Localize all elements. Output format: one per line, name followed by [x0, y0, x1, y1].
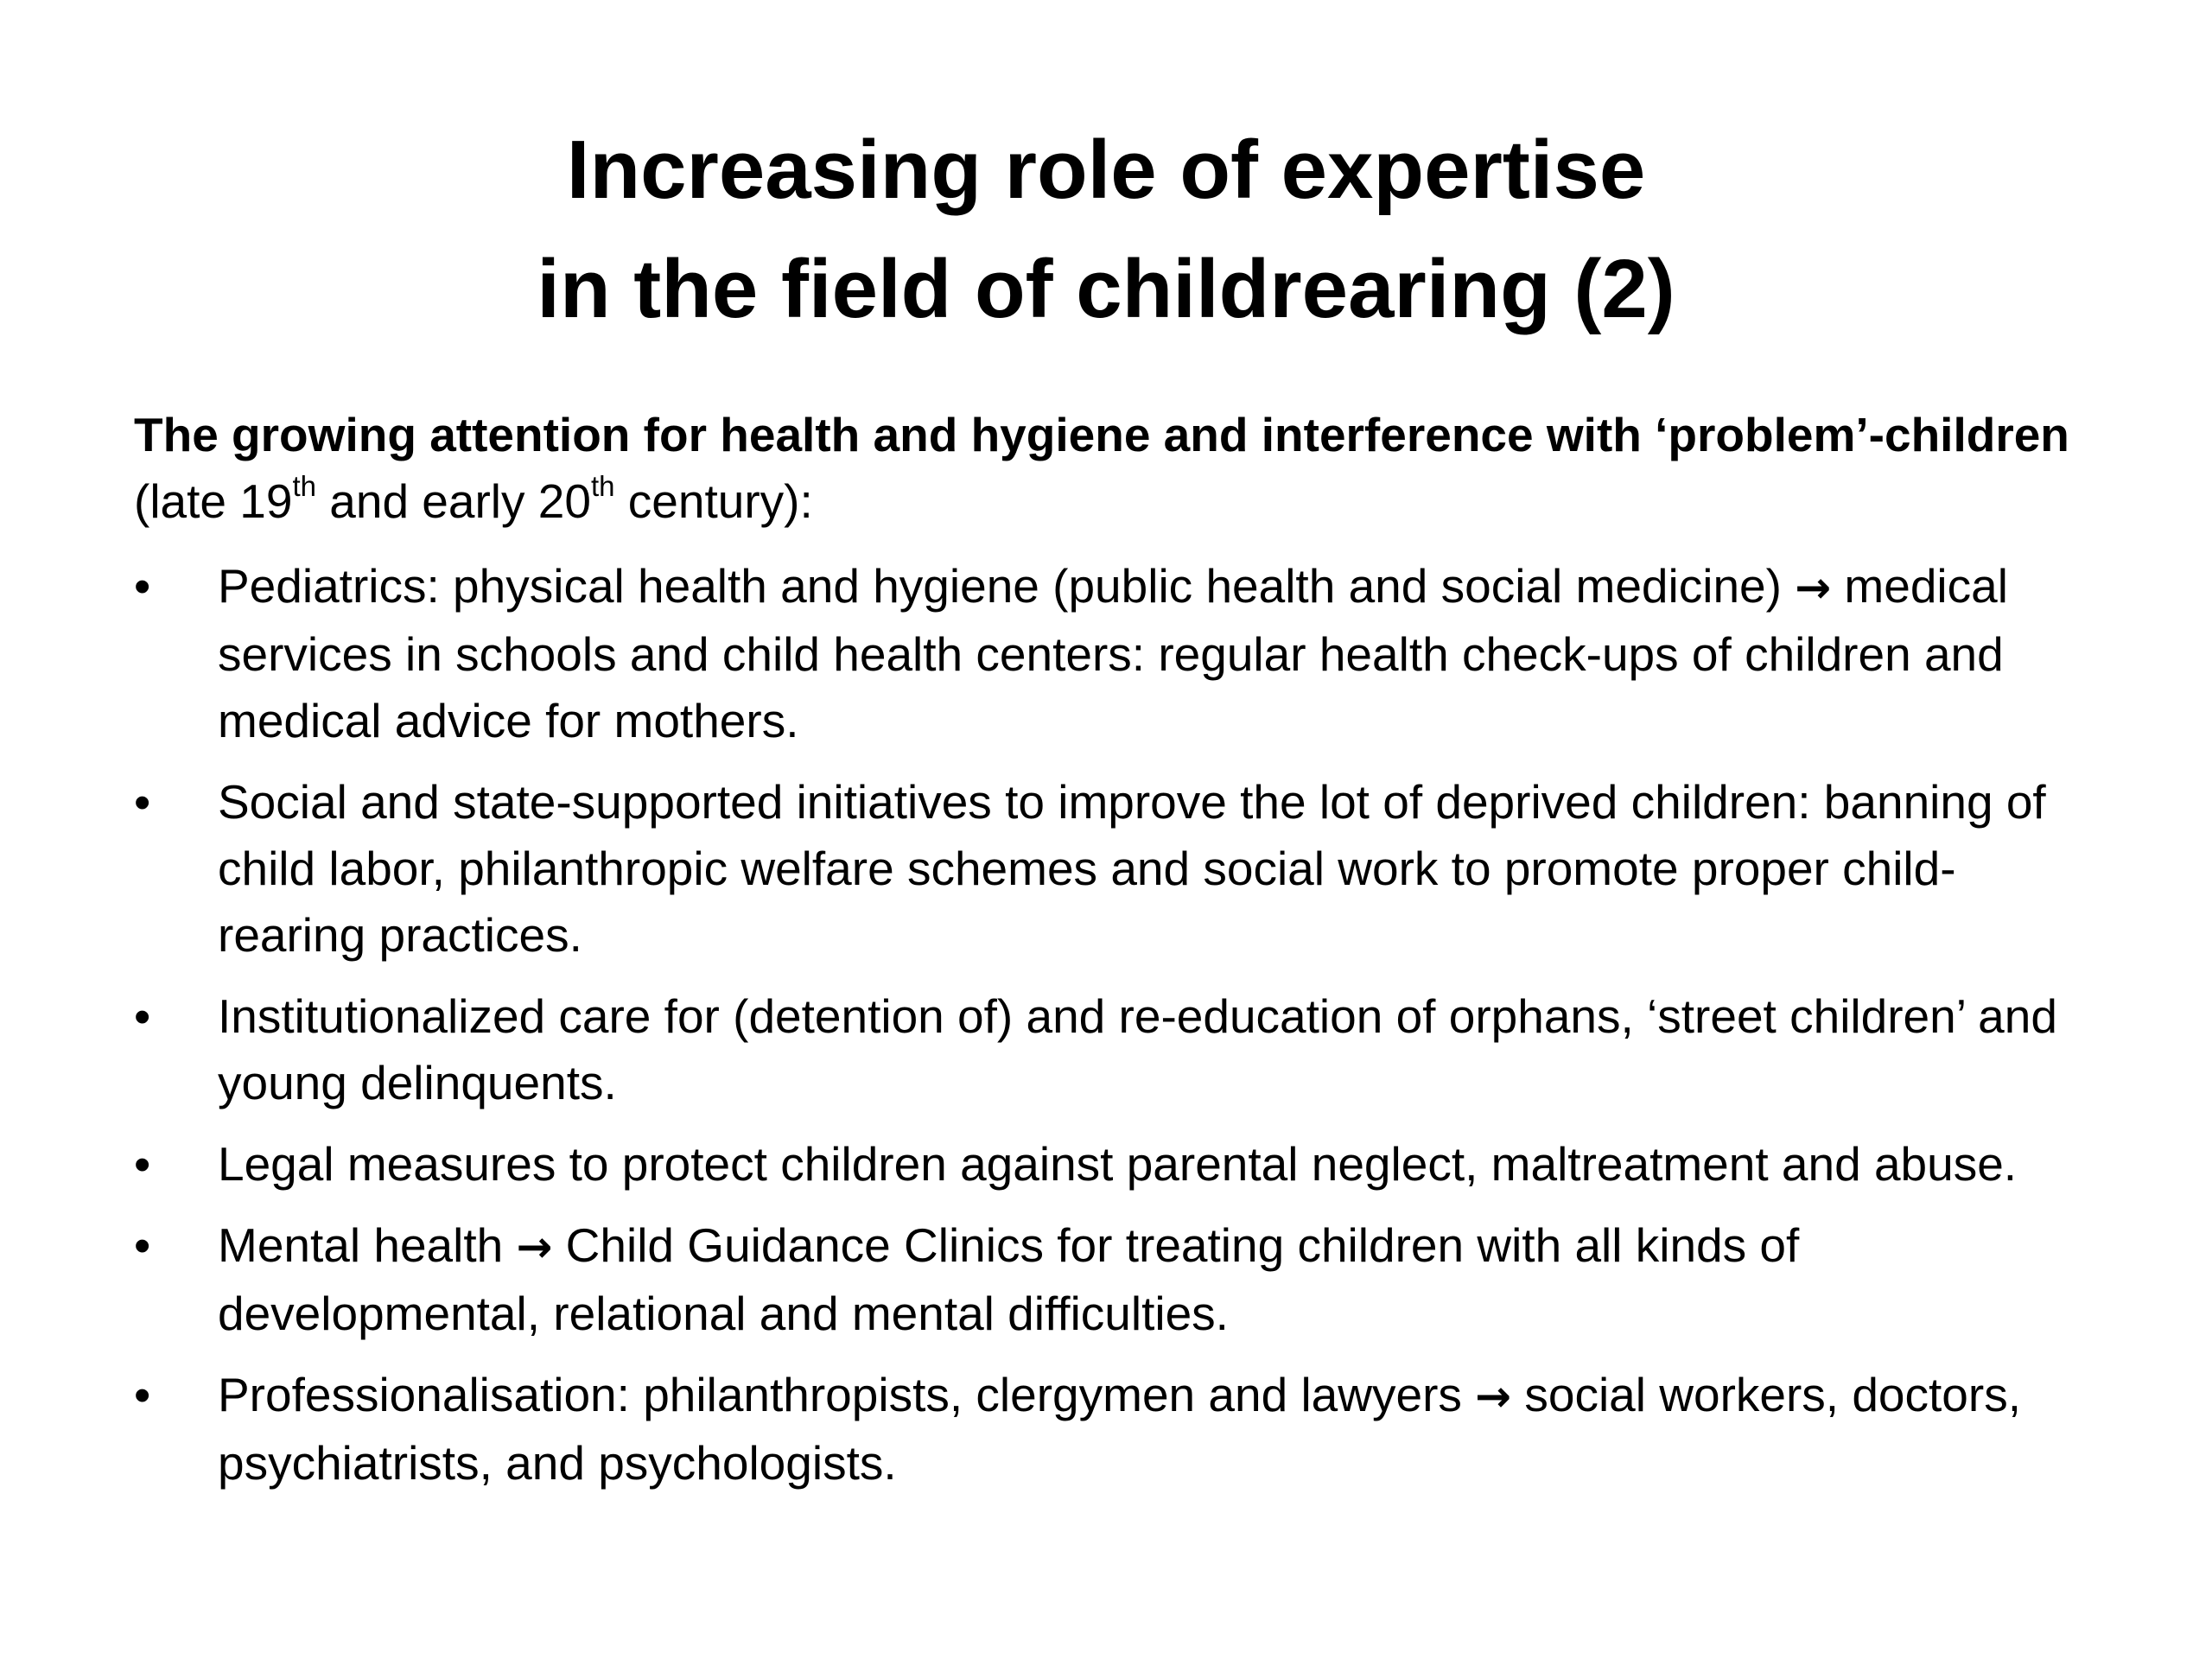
bullet-marker: •: [134, 1218, 151, 1272]
bullet-text-before-arrow: Pediatrics: physical health and hygiene (public health and social medicine): [218, 559, 1796, 613]
bullet-item-social-initiatives: [134, 769, 2087, 969]
bullet-item-legal-measures: [134, 1131, 2087, 1198]
bullet-text-after-arrow: Child Guidance Clinics for treating children with all kinds of developmental, relational and mental difficulties.: [218, 1218, 1800, 1340]
bullet-item-pediatrics: [134, 553, 2087, 754]
intro-superscript-1: th: [292, 469, 316, 502]
slide-title-line-2: in the field of childrearing (2): [537, 243, 1675, 335]
bullet-text-after-arrow: social workers, doctors, psychiatrists, and psychologists.: [218, 1368, 2021, 1490]
intro-superscript-2: th: [590, 469, 615, 502]
bullet-text-before-arrow: Professionalisation: philanthropists, clergymen and lawyers: [218, 1368, 1476, 1421]
intro-text-part-2: and early 20: [315, 474, 591, 528]
bullet-text-before-arrow: Mental health: [218, 1218, 517, 1272]
slide-title: [173, 111, 2039, 349]
right-arrow-icon: →: [1475, 1371, 1512, 1421]
bullet-text: Institutionalized care for (detention of) and re-education of orphans, ‘street children’ and young delinquents.: [218, 989, 2057, 1109]
bullet-item-institutionalized-care: [134, 983, 2087, 1116]
right-arrow-icon: →: [516, 1222, 553, 1272]
bullet-marker: •: [134, 989, 151, 1043]
intro-paragraph: [134, 402, 2069, 535]
bullet-text: Legal measures to protect children against parental neglect, maltreatment and abuse.: [218, 1137, 2018, 1191]
intro-bold-text: The growing attention for health and hygiene and interference with ‘problem’-children: [134, 408, 2069, 461]
bullet-item-professionalisation: [134, 1362, 2087, 1497]
intro-text-part-1: (late 19: [134, 474, 293, 528]
right-arrow-icon: →: [1795, 563, 1832, 613]
bullet-item-mental-health: [134, 1212, 2087, 1347]
bullet-marker: •: [134, 559, 151, 613]
bullet-list: [134, 553, 2087, 1511]
intro-text-part-3: century):: [614, 474, 813, 528]
bullet-marker: •: [134, 1368, 151, 1421]
bullet-marker: •: [134, 775, 151, 829]
bullet-text: Social and state-supported initiatives to improve the lot of deprived children: banning of child labor, philanthropic welfare schemes and social work to promote proper child-rearing practices.: [218, 775, 2046, 962]
bullet-text-after-arrow: medical services in schools and child health centers: regular health check-ups of children and medical advice for mothers.: [218, 559, 2008, 747]
slide-title-line-1: Increasing role of expertise: [566, 124, 1646, 216]
bullet-marker: •: [134, 1137, 151, 1191]
